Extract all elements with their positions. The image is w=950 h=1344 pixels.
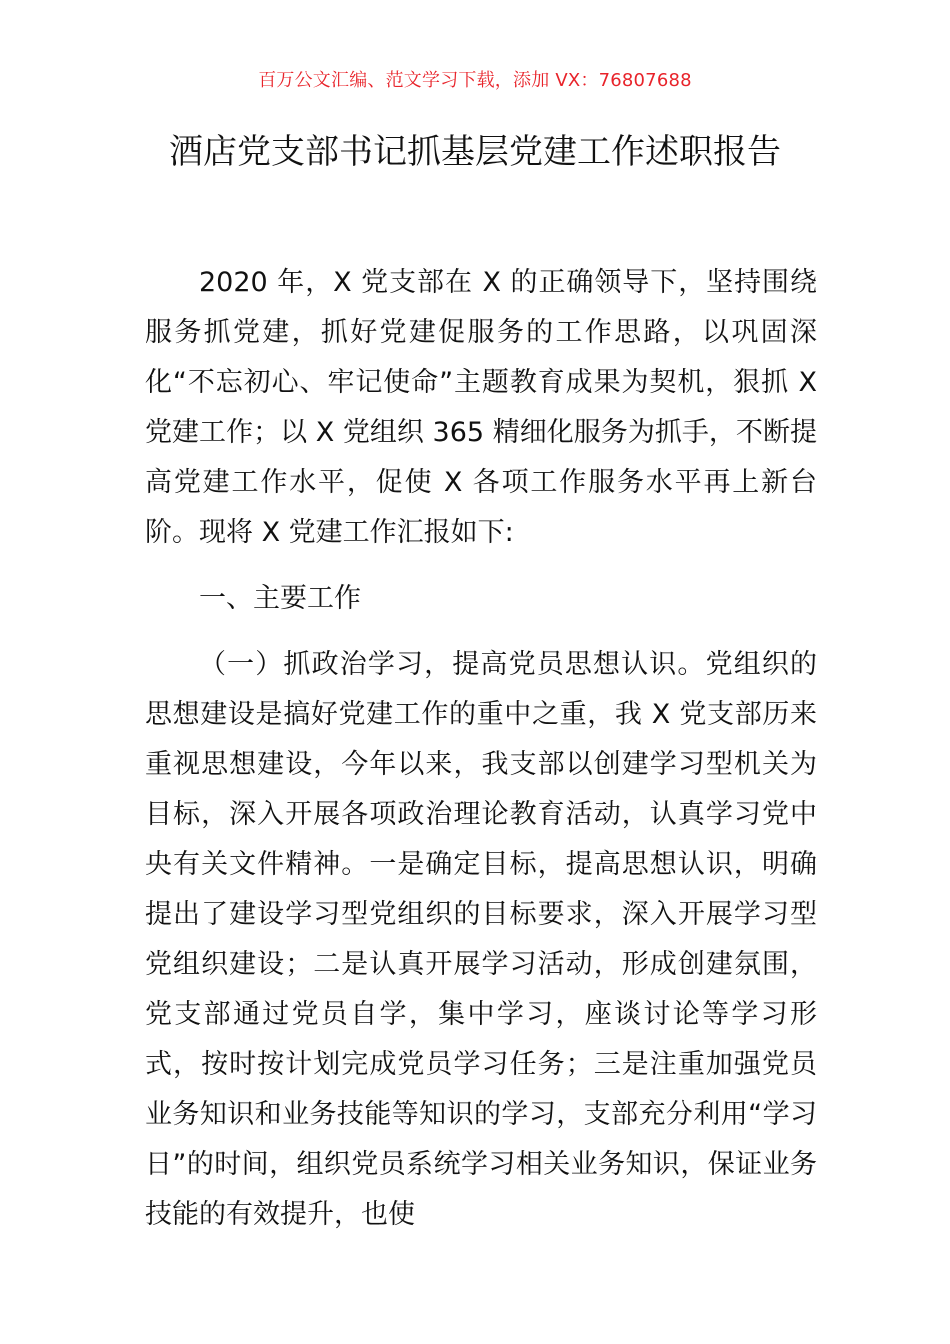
section-heading: 一、主要工作: [199, 583, 361, 614]
document-title: 酒店党支部书记抓基层党建工作述职报告: [169, 132, 781, 172]
document-body: [145, 258, 817, 1240]
header-note: 百万公文汇编、范文学习下载，添加 VX：76807688: [258, 70, 692, 91]
section-paragraph: （一）抓政治学习，提高党员思想认识。党组织的思想建设是搞好党建工作的重中之重，我 X 党支部历来重视思想建设，今年以来，我支部以创建学习型机关为目标，深入开展各项政治理论教育活动，认真学习党中央有关文件精神。一是确定目标，提高思想认识，明确提出了建设学习型党组织的目标要求，深入开展学习型党组织建设；二是认真开展学习活动，形成创建氛围，党支部通过党员自学，集中学习，座谈讨论等学习形式，按时按计划完成党员学习任务；三是注重加强党员业务知识和业务技能等知识的学习，支部充分利用“学习日”的时间，组织党员系统学习相关业务知识，保证业务技能的有效提升，也使: [145, 649, 817, 1230]
intro-paragraph: 2020 年，X 党支部在 X 的正确领导下，坚持围绕服务抓党建，抓好党建促服务的工作思路，以巩固深化“不忘初心、牢记使命”主题教育成果为契机，狠抓 X 党建工作；以 X 党组织 365 精细化服务为抓手，不断提高党建工作水平，促使 X 各项工作服务水平再上新台阶。现将 X 党建工作汇报如下:: [145, 267, 817, 548]
